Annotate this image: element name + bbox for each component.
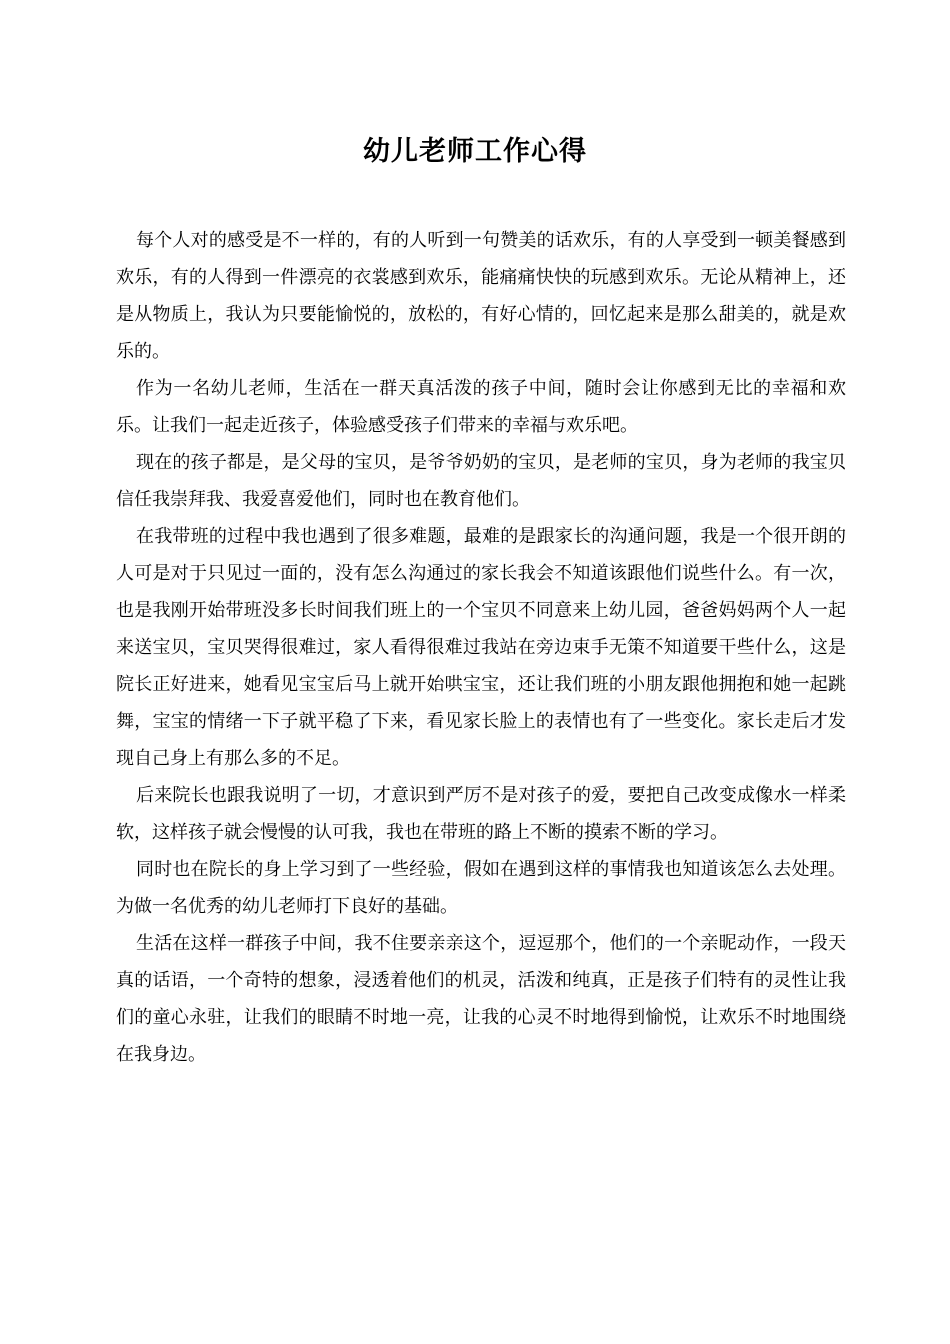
paragraph-7: 生活在这样一群孩子中间，我不住要亲亲这个，逗逗那个，他们的一个亲昵动作，一段天真的话语，一个奇特的想象，浸透着他们的机灵，活泼和纯真，正是孩子们特有的灵性让我们的童心永驻，让我们的眼睛不时地一亮，让我的心灵不时地得到愉悦，让欢乐不时地围绕在我身边。	[116, 933, 846, 1065]
paragraph-1: 每个人对的感受是不一样的，有的人听到一句赞美的话欢乐，有的人享受到一顿美餐感到欢乐，有的人得到一件漂亮的衣裳感到欢乐，能痛痛快快的玩感到欢乐。无论从精神上，还是从物质上，我认为只要能愉悦的，放松的，有好心情的，回忆起来是那么甜美的，就是欢乐的。	[116, 230, 846, 362]
paragraph-6: 同时也在院长的身上学习到了一些经验，假如在遇到这样的事情我也知道该怎么去处理。为做一名优秀的幼儿老师打下良好的基础。	[116, 859, 846, 917]
document-body	[116, 222, 846, 1073]
document-title: 幼儿老师工作心得	[363, 136, 587, 167]
paragraph-5: 后来院长也跟我说明了一切，才意识到严厉不是对孩子的爱，要把自己改变成像水一样柔软，这样孩子就会慢慢的认可我，我也在带班的路上不断的摸索不断的学习。	[116, 785, 846, 843]
paragraph-2: 作为一名幼儿老师，生活在一群天真活泼的孩子中间，随时会让你感到无比的幸福和欢乐。让我们一起走近孩子，体验感受孩子们带来的幸福与欢乐吧。	[116, 378, 846, 436]
paragraph-4: 在我带班的过程中我也遇到了很多难题，最难的是跟家长的沟通问题，我是一个很开朗的人可是对于只见过一面的，没有怎么沟通过的家长我会不知道该跟他们说些什么。有一次，也是我刚开始带班没多长时间我们班上的一个宝贝不同意来上幼儿园，爸爸妈妈两个人一起来送宝贝，宝贝哭得很难过，家人看得很难过我站在旁边束手无策不知道要干些什么，这是院长正好进来，她看见宝宝后马上就开始哄宝宝，还让我们班的小朋友跟他拥抱和她一起跳舞，宝宝的情绪一下子就平稳了下来，看见家长脸上的表情也有了一些变化。家长走后才发现自己身上有那么多的不足。	[116, 526, 846, 769]
paragraph-3: 现在的孩子都是，是父母的宝贝，是爷爷奶奶的宝贝，是老师的宝贝，身为老师的我宝贝信任我崇拜我、我爱喜爱他们，同时也在教育他们。	[116, 452, 846, 510]
